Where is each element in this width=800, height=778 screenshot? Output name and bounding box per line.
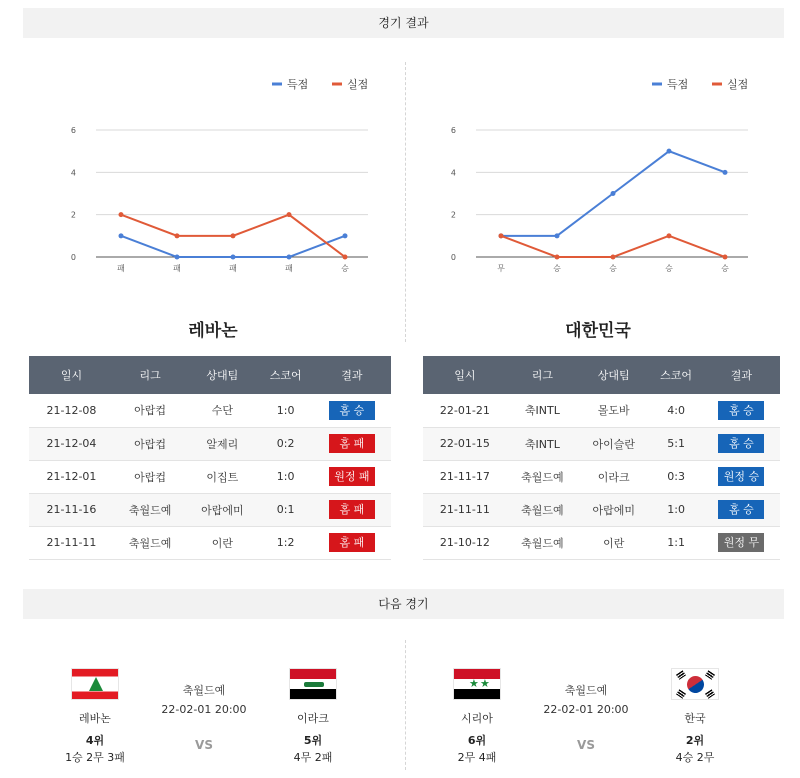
right-team-title: 대한민국 <box>565 321 631 341</box>
series-line-scored <box>121 236 345 257</box>
team-record: 2무 4패 <box>457 751 497 764</box>
data-point <box>287 212 292 217</box>
team-name: 이라크 <box>297 712 329 725</box>
y-tick-label: 6 <box>450 126 456 135</box>
cell-date: 22-01-21 <box>423 394 507 427</box>
cell-opponent: 수단 <box>186 394 258 427</box>
match-info <box>145 682 263 752</box>
series-line-conceded <box>501 236 725 257</box>
table-row <box>29 427 391 460</box>
left-results-table <box>29 356 391 560</box>
cell-league: 축INTL <box>507 394 578 427</box>
cell-date: 21-10-12 <box>423 526 507 559</box>
home-team <box>427 660 527 765</box>
table-row <box>423 493 780 526</box>
data-point <box>175 233 180 238</box>
match-league: 축월드예 <box>564 684 608 697</box>
cell-score: 0:3 <box>649 460 702 493</box>
header-score: 스코어 <box>649 356 702 394</box>
cell-opponent: 이란 <box>186 526 258 559</box>
y-tick-label: 2 <box>70 210 76 220</box>
cell-result <box>313 526 391 559</box>
legend-label: 득점 <box>667 78 689 91</box>
next-match-section-header: 다음 경기 <box>23 589 784 619</box>
team-rank: 4위 <box>85 734 105 747</box>
cell-league: 축월드예 <box>507 526 578 559</box>
cell-opponent: 아랍에미 <box>186 493 258 526</box>
match-info <box>527 682 645 752</box>
data-point <box>667 149 672 154</box>
y-tick-label: 0 <box>450 253 456 262</box>
lebanon-flag-icon <box>71 668 119 700</box>
column-divider <box>405 62 406 342</box>
cell-date: 21-12-01 <box>29 460 114 493</box>
header-date: 일시 <box>29 356 114 394</box>
korea-flag-icon <box>671 668 719 700</box>
data-point <box>499 233 504 238</box>
result-badge: 원정 패 <box>329 467 375 486</box>
cell-result <box>703 394 780 427</box>
data-point <box>119 233 124 238</box>
table-row <box>423 427 780 460</box>
cell-opponent: 아랍에미 <box>578 493 649 526</box>
table-row <box>423 460 780 493</box>
cell-result <box>703 460 780 493</box>
team-record: 1승 2무 3패 <box>65 751 125 764</box>
cell-score: 1:0 <box>649 493 702 526</box>
right-chart-svg <box>432 60 762 285</box>
cell-opponent: 이집트 <box>186 460 258 493</box>
legend-label: 실점 <box>727 78 749 91</box>
x-tick-label: 승 <box>341 264 349 273</box>
data-point <box>231 233 236 238</box>
cell-date: 21-12-04 <box>29 427 114 460</box>
cell-result <box>313 394 391 427</box>
result-badge: 홈 승 <box>718 434 764 453</box>
header-opponent: 상대팀 <box>186 356 258 394</box>
result-badge: 홈 패 <box>329 533 375 552</box>
cell-result <box>313 460 391 493</box>
x-tick-label: 패 <box>229 264 237 273</box>
right-team-chart <box>432 60 762 285</box>
cell-opponent: 아이슬란 <box>578 427 649 460</box>
match-datetime: 22-02-01 20:00 <box>161 703 247 716</box>
header-result: 결과 <box>703 356 780 394</box>
legend-label: 실점 <box>347 78 369 91</box>
cell-result <box>313 427 391 460</box>
cell-opponent: 몰도바 <box>578 394 649 427</box>
table-row <box>29 394 391 427</box>
header-score: 스코어 <box>259 356 313 394</box>
syria-flag-icon: ★ ★ <box>453 668 501 700</box>
result-badge: 홈 승 <box>718 500 764 519</box>
header-league: 리그 <box>507 356 578 394</box>
cell-date: 21-11-16 <box>29 493 114 526</box>
cell-date: 21-11-11 <box>29 526 114 559</box>
data-point <box>343 233 348 238</box>
cell-result <box>703 526 780 559</box>
data-point <box>231 255 236 260</box>
x-tick-label: 승 <box>721 264 729 273</box>
table-row <box>29 493 391 526</box>
next-match-card <box>402 660 772 770</box>
cell-score: 1:0 <box>259 394 313 427</box>
cell-league: 축월드예 <box>507 493 578 526</box>
match-league: 축월드예 <box>182 684 226 697</box>
header-league: 리그 <box>114 356 186 394</box>
team-record: 4승 2무 <box>675 751 715 764</box>
cell-score: 0:1 <box>259 493 313 526</box>
left-team-title: 레바논 <box>188 321 238 341</box>
x-tick-label: 패 <box>173 264 181 273</box>
cell-opponent: 알제리 <box>186 427 258 460</box>
left-team-chart <box>52 60 382 285</box>
data-point <box>723 170 728 175</box>
cell-opponent: 이라크 <box>578 460 649 493</box>
result-badge: 홈 패 <box>329 500 375 519</box>
x-tick-label: 승 <box>553 264 561 273</box>
data-point <box>287 255 292 260</box>
table-row <box>29 526 391 559</box>
cell-score: 5:1 <box>649 427 702 460</box>
data-point <box>723 255 728 260</box>
team-rank: 6위 <box>467 734 487 747</box>
cell-result <box>313 493 391 526</box>
x-tick-label: 무 <box>497 264 505 273</box>
table-header-row <box>29 356 391 394</box>
cell-league: 축월드예 <box>114 493 186 526</box>
table-row <box>423 394 780 427</box>
x-tick-label: 패 <box>285 264 293 273</box>
cell-score: 0:2 <box>259 427 313 460</box>
cell-result <box>703 493 780 526</box>
cell-score: 1:1 <box>649 526 702 559</box>
y-tick-label: 4 <box>70 168 76 178</box>
cell-date: 21-11-11 <box>423 493 507 526</box>
cell-score: 4:0 <box>649 394 702 427</box>
iraq-flag-icon <box>289 668 337 700</box>
data-point <box>667 233 672 238</box>
data-point <box>611 191 616 196</box>
cell-score: 1:0 <box>259 460 313 493</box>
results-section-header: 경기 결과 <box>23 8 784 38</box>
cell-date: 21-11-17 <box>423 460 507 493</box>
table-row <box>29 460 391 493</box>
cell-league: 축월드예 <box>507 460 578 493</box>
x-tick-label: 승 <box>665 264 673 273</box>
table-row <box>423 526 780 559</box>
cell-score: 1:2 <box>259 526 313 559</box>
result-badge: 홈 패 <box>329 434 375 453</box>
team-rank: 2위 <box>685 734 705 747</box>
result-badge: 원정 무 <box>718 533 764 552</box>
y-tick-label: 4 <box>450 168 456 178</box>
team-rank: 5위 <box>303 734 323 747</box>
vs-label: VS <box>195 738 213 752</box>
data-point <box>175 255 180 260</box>
x-tick-label: 승 <box>609 264 617 273</box>
home-team <box>45 660 145 765</box>
data-point <box>555 255 560 260</box>
team-name: 시리아 <box>461 712 493 725</box>
team-name: 레바논 <box>79 712 111 725</box>
vs-label: VS <box>577 738 595 752</box>
header-date: 일시 <box>423 356 507 394</box>
data-point <box>343 255 348 260</box>
y-tick-label: 2 <box>450 210 456 220</box>
team-name: 한국 <box>684 712 706 725</box>
cell-opponent: 이란 <box>578 526 649 559</box>
data-point <box>119 212 124 217</box>
header-opponent: 상대팀 <box>578 356 649 394</box>
away-team <box>263 660 363 765</box>
match-datetime: 22-02-01 20:00 <box>543 703 629 716</box>
team-record: 4무 2패 <box>293 751 333 764</box>
table-header-row <box>423 356 780 394</box>
result-badge: 원정 승 <box>718 467 764 486</box>
result-badge: 홈 승 <box>718 401 764 420</box>
right-results-table <box>423 356 780 560</box>
header-result: 결과 <box>313 356 391 394</box>
cell-league: 아랍컵 <box>114 427 186 460</box>
cell-league: 아랍컵 <box>114 394 186 427</box>
result-badge: 홈 승 <box>329 401 375 420</box>
data-point <box>555 233 560 238</box>
cell-league: 아랍컵 <box>114 460 186 493</box>
cell-date: 21-12-08 <box>29 394 114 427</box>
away-team <box>645 660 745 765</box>
left-chart-svg <box>52 60 382 285</box>
next-match-card <box>20 660 390 770</box>
y-tick-label: 6 <box>70 126 76 135</box>
cell-result <box>703 427 780 460</box>
legend-label: 득점 <box>287 78 309 91</box>
cell-date: 22-01-15 <box>423 427 507 460</box>
cell-league: 축월드예 <box>114 526 186 559</box>
x-tick-label: 패 <box>117 264 125 273</box>
cell-league: 축INTL <box>507 427 578 460</box>
data-point <box>611 255 616 260</box>
y-tick-label: 0 <box>70 253 76 262</box>
